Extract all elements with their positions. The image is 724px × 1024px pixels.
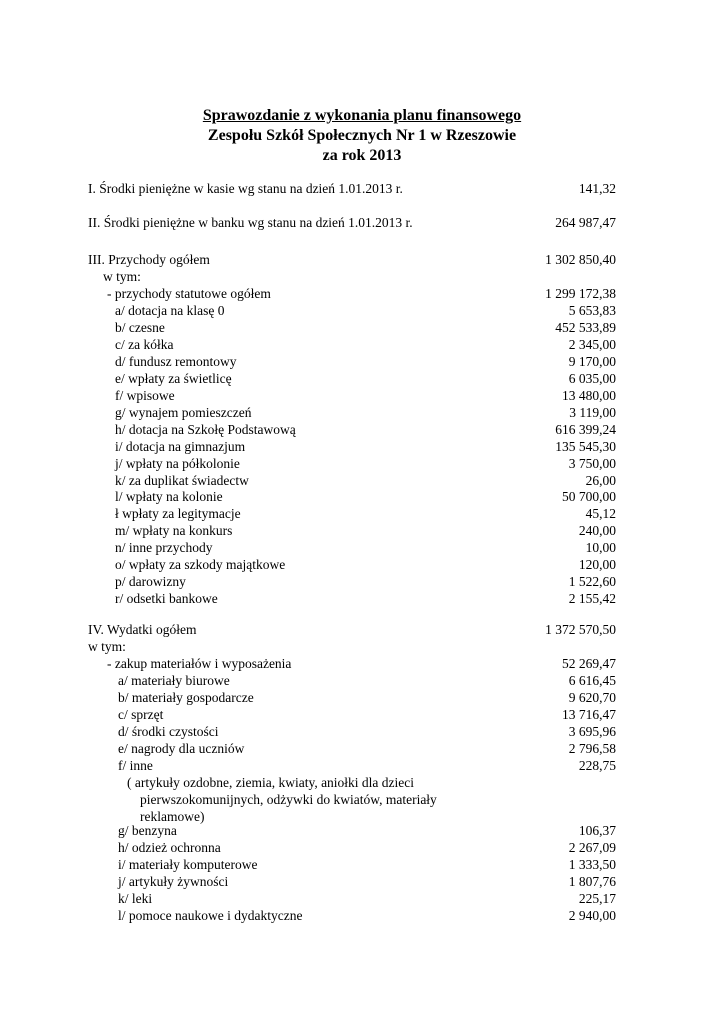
- revenue-item: [0, 404, 724, 421]
- cash-box-row: [0, 180, 724, 197]
- cash-box-amount: 141,32: [578, 181, 616, 196]
- expense-item-amount: 9 620,70: [568, 690, 616, 705]
- revenue-item: [0, 438, 724, 455]
- revenue-total-row: [0, 251, 724, 268]
- revenue-item-amount: 26,00: [585, 472, 616, 488]
- revenue-item-label: f/ wpisowe: [115, 387, 175, 403]
- revenue-item: [0, 590, 724, 607]
- expense-item-amount: 225,17: [578, 891, 616, 906]
- expense-item-amount: 13 716,47: [562, 707, 616, 722]
- revenue-item: [0, 302, 724, 319]
- report-year: za rok 2013: [322, 147, 402, 164]
- expense-note-line: pierwszokomunijnych, odżywki do kwiatów, materiały: [140, 792, 437, 807]
- revenue-item-amount: 9 170,00: [568, 353, 616, 369]
- revenue-item-label: o/ wpłaty za szkody majątkowe: [115, 557, 286, 573]
- revenue-item-label: a/ dotacja na klasę 0: [115, 303, 225, 318]
- expense-item: [0, 740, 724, 757]
- revenue-item-amount: 3 750,00: [568, 455, 616, 471]
- expense-item-amount: 1 333,50: [568, 857, 616, 872]
- expenses-total-amount: 1 372 570,50: [545, 622, 616, 637]
- revenue-item-amount: 1 522,60: [568, 574, 616, 590]
- revenue-item-amount: 135 545,30: [555, 438, 616, 454]
- revenue-item-amount: 2 345,00: [568, 336, 616, 352]
- bank-label: II. Środki pieniężne w banku wg stanu na dzień 1.01.2013 r.: [88, 215, 413, 230]
- expense-item-label: c/ sprzęt: [118, 707, 164, 722]
- revenue-item-label: p/ darowizny: [115, 574, 186, 590]
- expense-note-line: reklamowe): [140, 809, 205, 824]
- expense-item-amount: 228,75: [578, 758, 616, 773]
- revenue-wtym-label: w tym:: [103, 269, 141, 284]
- revenue-item-amount: 10,00: [585, 540, 616, 556]
- revenue-item-amount: 120,00: [578, 557, 616, 573]
- revenue-item: [0, 573, 724, 590]
- revenue-item-amount: 3 119,00: [569, 404, 616, 420]
- revenue-item-label: c/ za kółka: [115, 336, 174, 352]
- expense-item-label: i/ materiały komputerowe: [118, 857, 258, 872]
- revenue-total-amount: 1 302 850,40: [545, 252, 616, 267]
- expense-item: [0, 839, 724, 856]
- revenue-item: [0, 336, 724, 353]
- bank-row: [0, 214, 724, 231]
- expense-item: [0, 856, 724, 873]
- revenue-item-label: i/ dotacja na gimnazjum: [115, 438, 246, 454]
- expenses-total-row: [0, 621, 724, 638]
- revenue-item-label: d/ fundusz remontowy: [115, 353, 237, 369]
- revenue-item-label: l/ wpłaty na kolonie: [115, 489, 223, 505]
- revenue-total-label: III. Przychody ogółem: [88, 252, 210, 267]
- revenue-item: [0, 370, 724, 387]
- expenses-wtym-row: [0, 638, 724, 655]
- report-institution: Zespołu Szkół Społecznych Nr 1 w Rzeszowie: [207, 127, 517, 144]
- expense-item-label: l/ pomoce naukowe i dydaktyczne: [118, 908, 303, 923]
- expense-item: [0, 873, 724, 890]
- expense-item-label: k/ leki: [118, 891, 153, 906]
- expense-item-label: f/ inne: [118, 758, 153, 773]
- revenue-statutory-amount: 1 299 172,38: [545, 286, 616, 301]
- revenue-item-amount: 50 700,00: [562, 489, 616, 505]
- revenue-item: [0, 539, 724, 556]
- revenue-item-label: k/ za duplikat świadectw: [115, 472, 249, 488]
- expense-item-label: h/ odzież ochronna: [118, 840, 221, 855]
- revenue-item: [0, 421, 724, 438]
- revenue-item: [0, 319, 724, 336]
- revenue-item-label: n/ inne przychody: [115, 540, 213, 556]
- expense-item-amount: 2 796,58: [568, 741, 616, 756]
- expense-item-amount: 6 616,45: [568, 673, 616, 688]
- expense-item: [0, 907, 724, 924]
- expense-item-label: a/ materiały biurowe: [118, 673, 230, 688]
- revenue-item-label: h/ dotacja na Szkołę Podstawową: [115, 421, 296, 437]
- expenses-wtym-label: w tym:: [88, 639, 126, 654]
- revenue-item-amount: 616 399,24: [555, 421, 616, 437]
- bank-amount: 264 987,47: [555, 215, 616, 230]
- revenue-statutory-row: [0, 285, 724, 302]
- expense-item: [0, 822, 724, 839]
- expense-item: [0, 706, 724, 723]
- revenue-item: [0, 353, 724, 370]
- expenses-materials-label: - zakup materiałów i wyposażenia: [107, 656, 292, 671]
- revenue-item: [0, 522, 724, 539]
- revenue-item-label: b/ czesne: [115, 319, 165, 335]
- expense-item-amount: 106,37: [578, 823, 616, 838]
- expense-item-label: g/ benzyna: [118, 823, 177, 838]
- revenue-item-amount: 6 035,00: [568, 370, 616, 386]
- expense-item-amount: 2 267,09: [568, 840, 616, 855]
- revenue-item: [0, 556, 724, 573]
- expense-note-row: [0, 791, 724, 808]
- expense-note-line: ( artykuły ozdobne, ziemia, kwiaty, aniołki dla dzieci: [127, 775, 415, 790]
- cash-box-label: I. Środki pieniężne w kasie wg stanu na dzień 1.01.2013 r.: [88, 181, 403, 196]
- revenue-item-label: r/ odsetki bankowe: [115, 591, 218, 607]
- expense-item-amount: 3 695,96: [568, 724, 616, 739]
- expense-item: [0, 890, 724, 907]
- expense-item-label: d/ środki czystości: [118, 724, 219, 739]
- revenue-wtym-row: [0, 268, 724, 285]
- revenue-item-label: m/ wpłaty na konkurs: [115, 523, 233, 539]
- expense-item: [0, 723, 724, 740]
- expense-item: [0, 672, 724, 689]
- expense-item-amount: 1 807,76: [568, 874, 616, 889]
- revenue-item-amount: 13 480,00: [562, 387, 616, 403]
- revenue-statutory-label: - przychody statutowe ogółem: [107, 286, 271, 301]
- revenue-item-amount: 5 653,83: [568, 303, 616, 318]
- revenue-item: [0, 455, 724, 472]
- expense-item: [0, 689, 724, 706]
- expense-item-amount: 2 940,00: [568, 908, 616, 923]
- expenses-total-label: IV. Wydatki ogółem: [88, 622, 197, 637]
- revenue-item-label: ł wpłaty za legitymacje: [115, 506, 241, 522]
- revenue-item: [0, 472, 724, 489]
- revenue-item-amount: 45,12: [585, 506, 616, 522]
- expense-note-row: [0, 774, 724, 791]
- expense-item-label: b/ materiały gospodarcze: [118, 690, 254, 705]
- revenue-item-label: j/ wpłaty na półkolonie: [115, 455, 240, 471]
- report-title: Sprawozdanie z wykonania planu finansowego: [202, 107, 522, 124]
- revenue-item: [0, 488, 724, 505]
- revenue-item-label: g/ wynajem pomieszczeń: [115, 404, 252, 420]
- revenue-item-amount: 2 155,42: [568, 591, 616, 607]
- revenue-item-amount: 240,00: [578, 523, 616, 539]
- expenses-materials-row: [0, 655, 724, 672]
- revenue-item-label: e/ wpłaty za świetlicę: [115, 370, 232, 386]
- expense-item-label: e/ nagrody dla uczniów: [118, 741, 245, 756]
- revenue-item: [0, 387, 724, 404]
- revenue-item: [0, 505, 724, 522]
- expenses-materials-amount: 52 269,47: [562, 656, 616, 671]
- expense-item: [0, 757, 724, 774]
- expense-item-label: j/ artykuły żywności: [118, 874, 229, 889]
- revenue-item-amount: 452 533,89: [555, 319, 616, 335]
